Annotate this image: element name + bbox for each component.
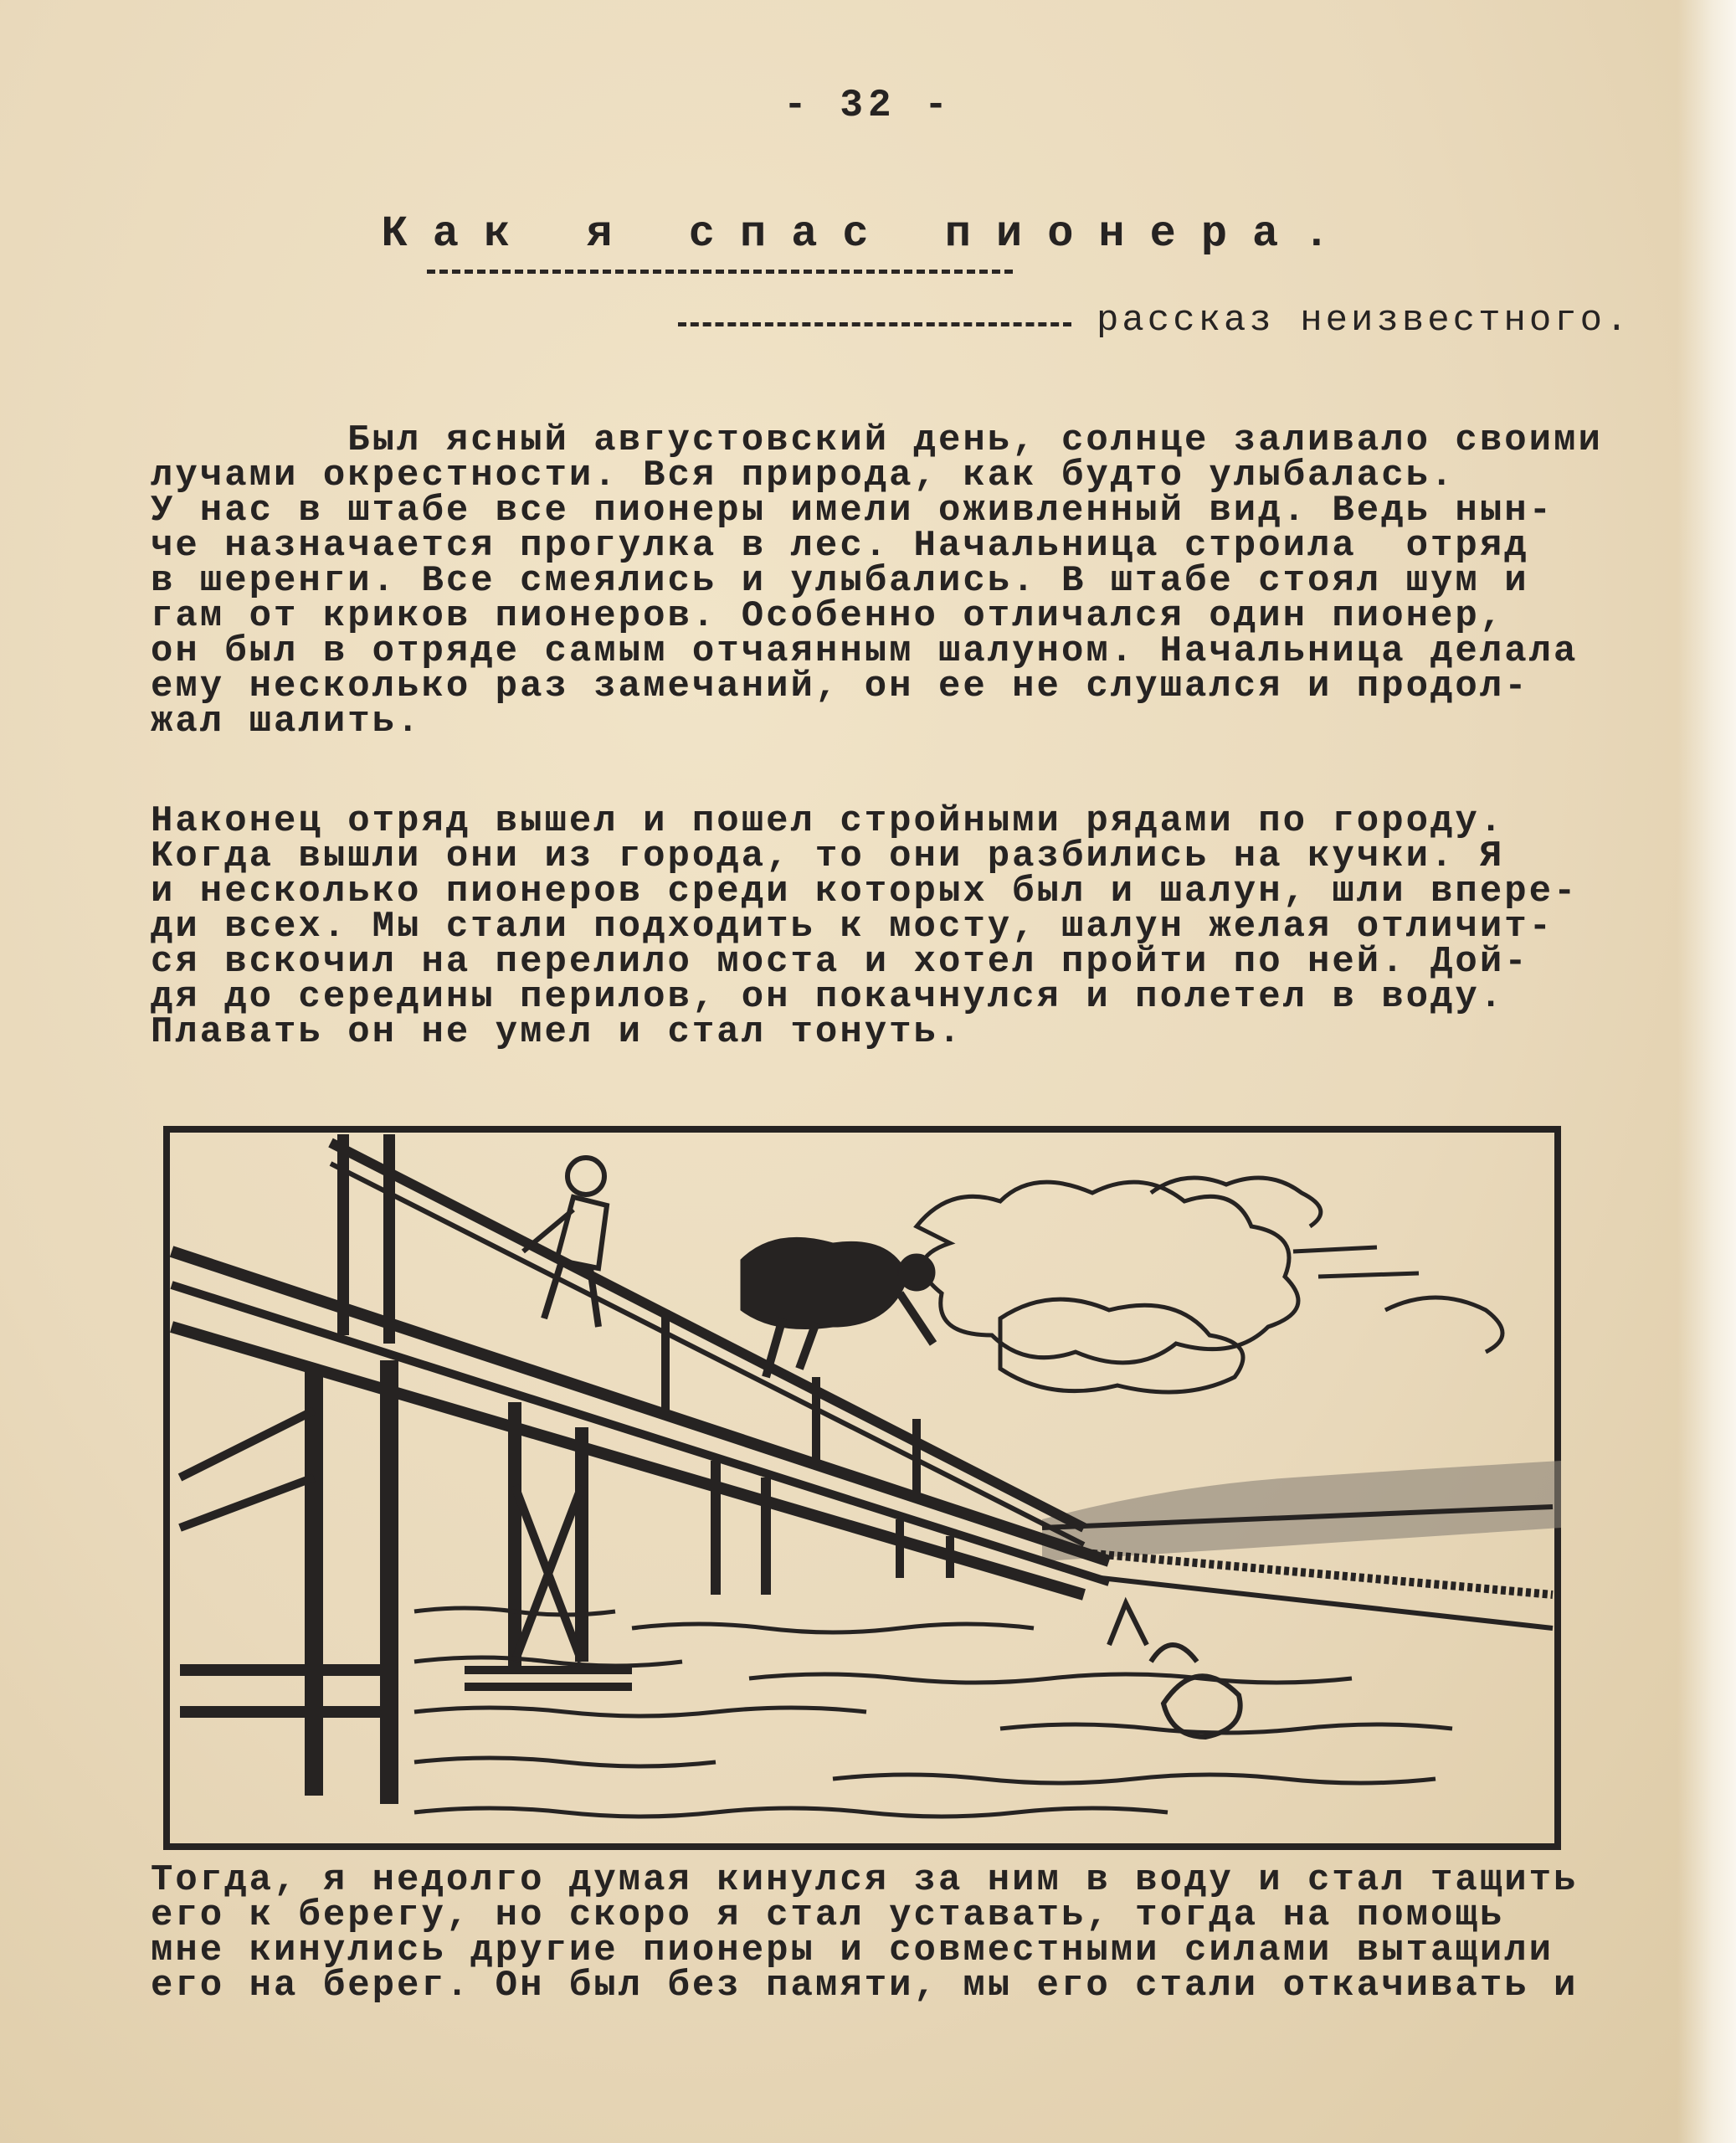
clouds (917, 1178, 1502, 1392)
paragraph-1: Был ясный августовский день, солнце заливало своими лучами окрестности. Вся природа, как будто улыбалась. У нас в штабе все пионеры имели оживленный вид. Ведь нын- че назначается прогулка в лес. Начальница строила отряд в шеренги. Все смеялись и улыбались. В штабе стоял шум и гам от криков пионеров. Особенно отличался один пионер, он был в отряде самым отчаянным шалуном. Начальница делала ему несколько раз замечаний, он ее не слушался и продол- жал шалить. (151, 419, 1603, 743)
swimmer (1109, 1603, 1240, 1737)
subtitle-dash (678, 322, 1071, 326)
paragraph-2: Наконец отряд вышел и пошел стройными рядами по городу. Когда вышли они из города, то они разбились на кучки. Я и несколько пионеров среди которых был и шалун, шли впере- ди всех. Мы стали подходить к мосту, шалун желая отличит- ся вскочил на перелило моста и хотел пройти по ней. Дой- дя до середины перилов, он покачнулся и полетел в воду. Плавать он не умел и стал тонуть. (151, 800, 1579, 1053)
story-title: Как я спас пионера. (381, 209, 1355, 259)
torn-right-edge (1677, 0, 1736, 2143)
far-shore (1042, 1461, 1561, 1628)
bridge (172, 1134, 1109, 1804)
paragraph-3: Тогда, я недолго думая кинулся за ним в воду и стал тащить его к берегу, но скоро я стал уставать, тогда на помощь мне кинулись другие пионеры и совместными силами вытащили его на берег. Он был без памяти, мы его стали откачивать и (151, 1859, 1579, 2007)
page-number: - 32 - (783, 84, 953, 127)
story-subtitle: рассказ неизвестного. (1097, 300, 1631, 342)
title-underline (427, 270, 1013, 274)
bridge-illustration (163, 1126, 1561, 1850)
